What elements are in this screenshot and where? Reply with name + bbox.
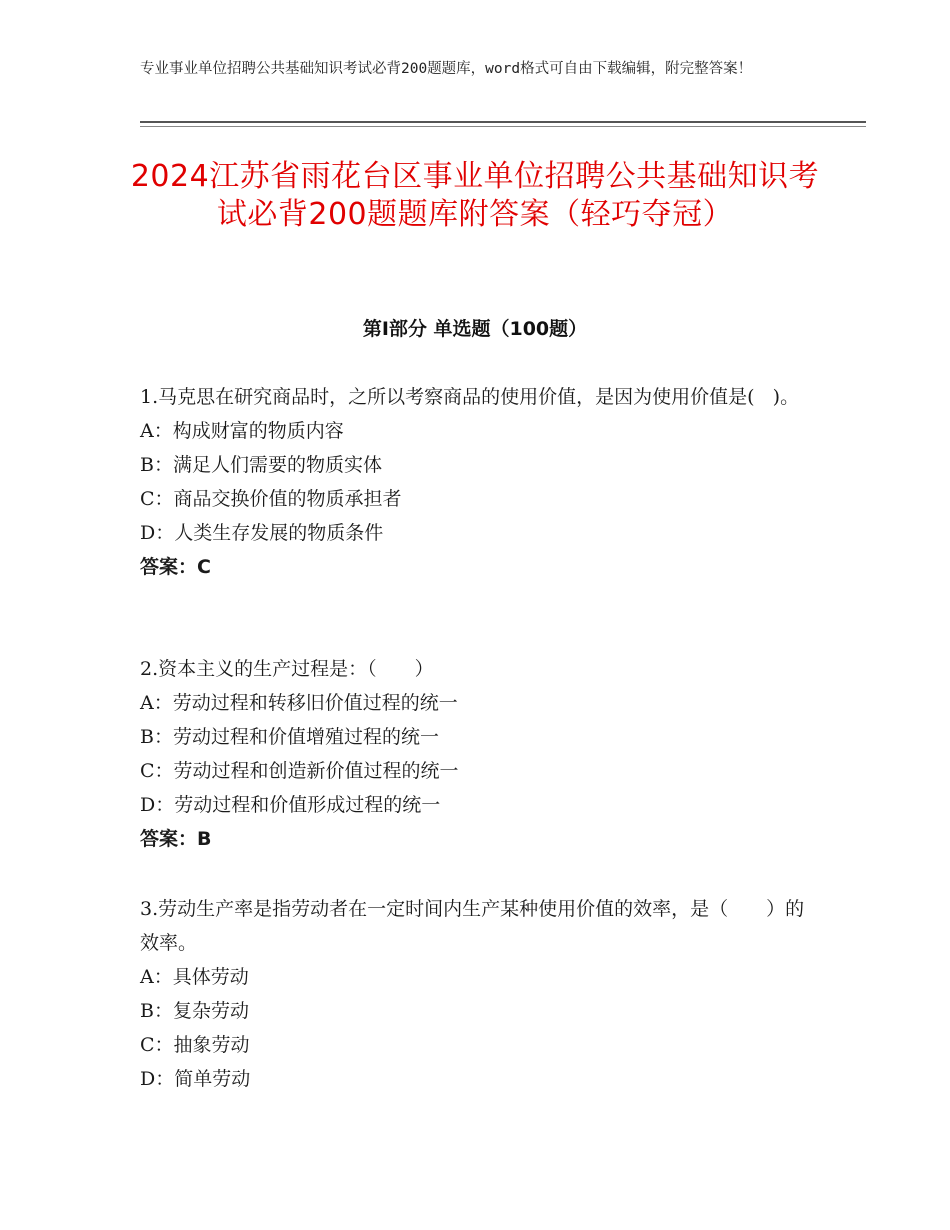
option-a: A：劳动过程和转移旧价值过程的统一	[140, 692, 458, 714]
option-a: A：构成财富的物质内容	[140, 420, 344, 442]
document-header-note: 专业事业单位招聘公共基础知识考试必背200题题库，word格式可自由下载编辑，附完整答案！	[140, 61, 753, 77]
option-b: B：劳动过程和价值增殖过程的统一	[140, 726, 439, 748]
answer-label: 答案：C	[140, 556, 211, 578]
header-divider	[140, 121, 866, 123]
document-title: 2024江苏省雨花台区事业单位招聘公共基础知识考试必背200题题库附答案（轻巧夺冠）	[130, 159, 820, 232]
question-stem: 2.资本主义的生产过程是：（ ）	[140, 658, 434, 680]
option-c: C：劳动过程和创造新价值过程的统一	[140, 760, 459, 782]
option-d: D：简单劳动	[140, 1068, 251, 1090]
question-stem: 1.马克思在研究商品时，之所以考察商品的使用价值，是因为使用价值是( )。	[140, 386, 800, 408]
header-divider-thin	[140, 126, 866, 127]
option-c: C：商品交换价值的物质承担者	[140, 488, 402, 510]
question-2	[140, 652, 810, 856]
answer-label: 答案：B	[140, 828, 212, 850]
option-c: C：抽象劳动	[140, 1034, 250, 1056]
question-stem: 3.劳动生产率是指劳动者在一定时间内生产某种使用价值的效率，是（ ）的效率。	[140, 898, 805, 954]
section-title: 第Ⅰ部分 单选题（100题）	[362, 318, 588, 340]
option-a: A：具体劳动	[140, 966, 249, 988]
option-d: D：人类生存发展的物质条件	[140, 522, 384, 544]
question-1	[140, 380, 810, 584]
option-b: B：满足人们需要的物质实体	[140, 454, 382, 476]
option-d: D：劳动过程和价值形成过程的统一	[140, 794, 441, 816]
question-3	[140, 892, 810, 1096]
option-b: B：复杂劳动	[140, 1000, 249, 1022]
